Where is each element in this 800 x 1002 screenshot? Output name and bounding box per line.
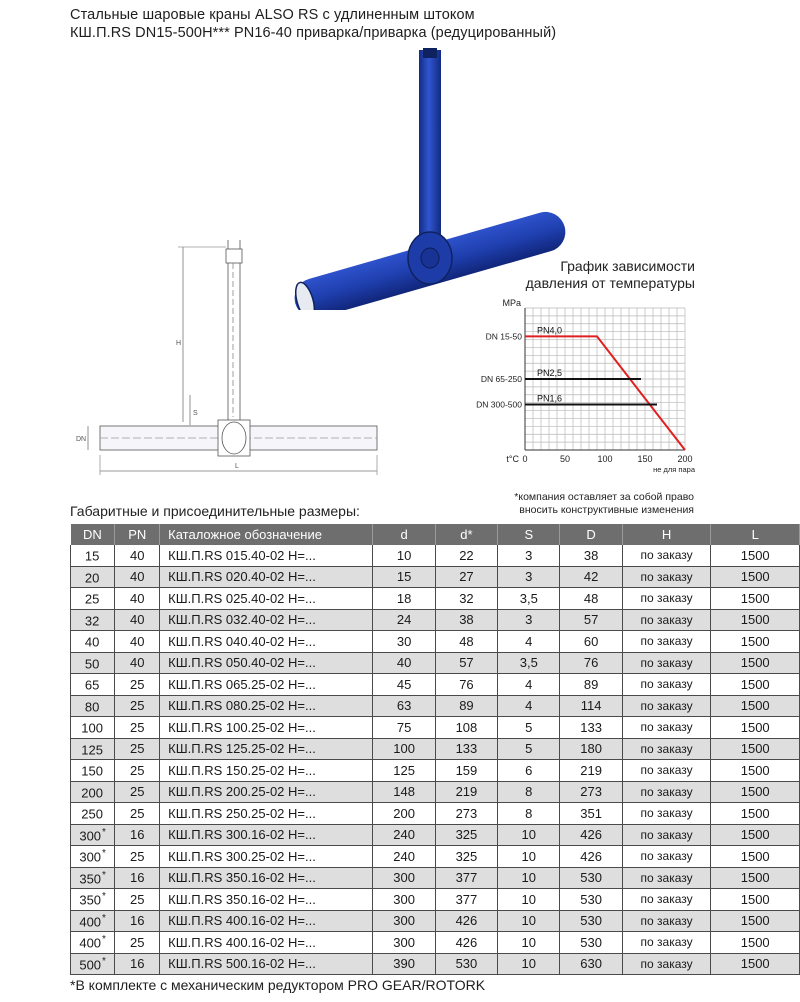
cell-d-star: 273: [435, 803, 497, 825]
cell-d-star: 22: [435, 545, 497, 566]
table-row: [71, 760, 800, 782]
x-tick-label: 50: [559, 454, 571, 464]
cell-dn: [71, 781, 115, 803]
cell-s: 5: [498, 738, 560, 760]
cell-catalog: КШ.П.RS 025.40-02 H=...: [160, 588, 373, 610]
header-l: L: [711, 524, 800, 545]
cell-pn: 16: [115, 824, 160, 846]
cell-dn: [71, 846, 115, 868]
dn-value: 300: [79, 849, 102, 865]
cell-h: по заказу: [622, 910, 711, 932]
cell-outer-d: 76: [560, 652, 622, 674]
cell-catalog: КШ.П.RS 040.40-02 H=...: [160, 631, 373, 653]
cell-pn: 40: [115, 609, 160, 631]
title-line-2: КШ.П.RS DN15-500H*** PN16-40 приварка/приварка (редуцированный): [70, 25, 557, 41]
cell-h: по заказу: [622, 631, 711, 653]
cell-catalog: КШ.П.RS 500.16-02 H=...: [160, 953, 373, 975]
cell-s: 10: [498, 953, 560, 975]
cell-outer-d: 530: [560, 867, 622, 889]
cell-outer-d: 426: [560, 846, 622, 868]
cell-l: 1500: [711, 738, 800, 760]
table-row: [71, 932, 800, 954]
cell-catalog: КШ.П.RS 350.16-02 H=...: [160, 867, 373, 889]
cell-d: 125: [373, 760, 435, 782]
cell-outer-d: 219: [560, 760, 622, 782]
x-tick-label: 150: [637, 454, 653, 464]
cell-d-star: 27: [435, 566, 497, 588]
cell-l: 1500: [711, 652, 800, 674]
cell-outer-d: 273: [560, 781, 622, 803]
cell-outer-d: 133: [560, 717, 622, 739]
cell-h: по заказу: [622, 695, 711, 717]
cell-h: по заказу: [622, 932, 711, 954]
cell-l: 1500: [711, 674, 800, 696]
cell-h: по заказу: [622, 588, 711, 610]
cell-l: 1500: [711, 609, 800, 631]
cell-catalog: КШ.П.RS 250.25-02 H=...: [160, 803, 373, 825]
cell-dn: [71, 695, 115, 717]
cell-catalog: КШ.П.RS 300.25-02 H=...: [160, 846, 373, 868]
x-tick-label: 0: [522, 454, 528, 464]
cell-dn: [71, 545, 115, 566]
cell-h: по заказу: [622, 609, 711, 631]
dn-value: 80: [84, 698, 100, 714]
header-s: S: [498, 524, 560, 545]
table-row: [71, 781, 800, 803]
cell-d: 63: [373, 695, 435, 717]
cell-d: 18: [373, 588, 435, 610]
cell-catalog: КШ.П.RS 350.16-02 H=...: [160, 889, 373, 911]
cell-d: 40: [373, 652, 435, 674]
cell-d-star: 530: [435, 953, 497, 975]
cell-s: 3: [498, 545, 560, 566]
cell-outer-d: 530: [560, 932, 622, 954]
reducer-star: *: [102, 891, 106, 903]
cell-d: 45: [373, 674, 435, 696]
cell-d: 240: [373, 824, 435, 846]
cell-h: по заказу: [622, 566, 711, 588]
dimensions-table: [70, 524, 800, 975]
cell-catalog: КШ.П.RS 150.25-02 H=...: [160, 760, 373, 782]
cell-pn: 25: [115, 738, 160, 760]
y-level-label: DN 300-500: [476, 399, 522, 410]
cell-d-star: 38: [435, 609, 497, 631]
cell-l: 1500: [711, 867, 800, 889]
disclaimer-note: [480, 491, 694, 517]
cell-d-star: 426: [435, 910, 497, 932]
cell-d-star: 57: [435, 652, 497, 674]
cell-d-star: 48: [435, 631, 497, 653]
cell-h: по заказу: [622, 674, 711, 696]
cell-d-star: 325: [435, 824, 497, 846]
cell-catalog: КШ.П.RS 032.40-02 H=...: [160, 609, 373, 631]
table-row: [71, 910, 800, 932]
cell-d-star: 76: [435, 674, 497, 696]
table-row: [71, 588, 800, 610]
table-row: [71, 738, 800, 760]
cell-d-star: 89: [435, 695, 497, 717]
cell-d: 148: [373, 781, 435, 803]
cell-dn: [71, 652, 115, 674]
x-axis-note: не для пара: [653, 465, 695, 474]
header-pn: PN: [115, 524, 160, 545]
x-tick-label: 200: [677, 454, 693, 464]
dn-value: 50: [84, 655, 100, 671]
cell-dn: [71, 631, 115, 653]
cell-l: 1500: [711, 760, 800, 782]
cell-s: 10: [498, 910, 560, 932]
cell-s: 3: [498, 566, 560, 588]
cell-catalog: КШ.П.RS 015.40-02 H=...: [160, 545, 373, 566]
cell-s: 4: [498, 631, 560, 653]
cell-d-star: 325: [435, 846, 497, 868]
cell-s: 10: [498, 824, 560, 846]
cell-catalog: КШ.П.RS 300.16-02 H=...: [160, 824, 373, 846]
reducer-star: *: [102, 934, 106, 946]
cell-dn: [71, 867, 115, 889]
cell-s: 4: [498, 695, 560, 717]
cell-s: 10: [498, 932, 560, 954]
dimension-h-label: H: [176, 340, 182, 347]
dn-value: 100: [81, 720, 103, 736]
cell-d: 390: [373, 953, 435, 975]
cell-dn: [71, 674, 115, 696]
cell-s: 5: [498, 717, 560, 739]
cell-outer-d: 351: [560, 803, 622, 825]
table-row: [71, 545, 800, 566]
cell-outer-d: 48: [560, 588, 622, 610]
cell-d: 10: [373, 545, 435, 566]
reducer-star: *: [102, 912, 106, 924]
cell-l: 1500: [711, 695, 800, 717]
cell-dn: [71, 738, 115, 760]
cell-pn: 40: [115, 545, 160, 566]
cell-l: 1500: [711, 566, 800, 588]
cell-outer-d: 114: [560, 695, 622, 717]
cell-dn: [71, 910, 115, 932]
cell-dn: [71, 953, 115, 975]
footer-note: *В комплекте с механическим редуктором PRO GEAR/ROTORK: [70, 977, 486, 993]
header-catalog: Каталожное обозначение: [160, 524, 373, 545]
cell-pn: 25: [115, 846, 160, 868]
dn-value: 250: [81, 806, 103, 822]
x-tick-label: 100: [597, 454, 613, 464]
cell-pn: 16: [115, 910, 160, 932]
cell-d: 300: [373, 910, 435, 932]
cell-s: 3: [498, 609, 560, 631]
y-axis-label: MPa: [502, 298, 521, 308]
cell-h: по заказу: [622, 824, 711, 846]
note-line-1: *компания оставляет за собой право: [514, 491, 694, 503]
x-axis-label: t°C: [506, 454, 519, 464]
cell-d-star: 377: [435, 889, 497, 911]
cell-d: 24: [373, 609, 435, 631]
dn-value: 150: [81, 763, 103, 779]
cell-outer-d: 426: [560, 824, 622, 846]
cell-outer-d: 89: [560, 674, 622, 696]
cell-d: 15: [373, 566, 435, 588]
table-row: [71, 652, 800, 674]
cell-s: 3,5: [498, 588, 560, 610]
cell-l: 1500: [711, 545, 800, 566]
cell-s: 10: [498, 889, 560, 911]
cell-pn: 25: [115, 803, 160, 825]
cell-dn: [71, 824, 115, 846]
cell-outer-d: 57: [560, 609, 622, 631]
cell-catalog: КШ.П.RS 125.25-02 H=...: [160, 738, 373, 760]
cell-d: 100: [373, 738, 435, 760]
cell-pn: 25: [115, 717, 160, 739]
cell-outer-d: 530: [560, 889, 622, 911]
dn-value: 65: [84, 677, 100, 693]
table-title: Габаритные и присоединительные размеры:: [70, 503, 360, 519]
cell-s: 8: [498, 803, 560, 825]
dn-value: 40: [84, 634, 100, 650]
cell-pn: 40: [115, 631, 160, 653]
cell-h: по заказу: [622, 781, 711, 803]
cell-l: 1500: [711, 846, 800, 868]
series-label: PN2,5: [537, 368, 563, 378]
cell-pn: 40: [115, 566, 160, 588]
header-outer-d: D: [560, 524, 622, 545]
cell-s: 8: [498, 781, 560, 803]
pressure-temperature-chart: [445, 292, 700, 482]
table-row: [71, 674, 800, 696]
cell-pn: 25: [115, 695, 160, 717]
cell-h: по заказу: [622, 738, 711, 760]
cell-dn: [71, 803, 115, 825]
cell-h: по заказу: [622, 953, 711, 975]
table-row: [71, 803, 800, 825]
cell-h: по заказу: [622, 846, 711, 868]
series-label: PN4,0: [537, 325, 563, 336]
table-row: [71, 867, 800, 889]
cell-d-star: 219: [435, 781, 497, 803]
cell-dn: [71, 588, 115, 610]
cell-dn: [71, 760, 115, 782]
cell-d: 300: [373, 867, 435, 889]
dn-value: 20: [84, 569, 100, 585]
dn-value: 400: [79, 935, 102, 951]
cell-outer-d: 530: [560, 910, 622, 932]
cell-pn: 25: [115, 889, 160, 911]
table-row: [71, 631, 800, 653]
cell-h: по заказу: [622, 652, 711, 674]
dn-value: 500: [79, 956, 102, 972]
cell-catalog: КШ.П.RS 065.25-02 H=...: [160, 674, 373, 696]
cell-d: 300: [373, 932, 435, 954]
table-row: [71, 889, 800, 911]
cell-dn: [71, 932, 115, 954]
cell-d-star: 133: [435, 738, 497, 760]
cell-l: 1500: [711, 953, 800, 975]
dn-value: 125: [81, 741, 103, 757]
cell-dn: [71, 566, 115, 588]
table-row: [71, 695, 800, 717]
dn-value: 300: [79, 827, 102, 843]
cell-dn: [71, 889, 115, 911]
dimension-l-label: L: [235, 463, 239, 470]
dimension-s-label: S: [193, 410, 198, 417]
cell-l: 1500: [711, 781, 800, 803]
reducer-star: *: [102, 826, 106, 838]
cell-d-star: 108: [435, 717, 497, 739]
chart-title: [500, 258, 695, 292]
cell-catalog: КШ.П.RS 100.25-02 H=...: [160, 717, 373, 739]
cell-l: 1500: [711, 910, 800, 932]
cell-pn: 16: [115, 867, 160, 889]
cell-h: по заказу: [622, 803, 711, 825]
page-title: [70, 6, 556, 42]
cell-l: 1500: [711, 803, 800, 825]
cell-s: 3,5: [498, 652, 560, 674]
cell-l: 1500: [711, 588, 800, 610]
header-d-star: d*: [435, 524, 497, 545]
cell-dn: [71, 609, 115, 631]
dn-value: 15: [84, 548, 100, 564]
cell-h: по заказу: [622, 717, 711, 739]
header-d: d: [373, 524, 435, 545]
dn-value: 25: [84, 591, 100, 607]
cell-l: 1500: [711, 631, 800, 653]
note-line-2: вносить конструктивные изменения: [519, 504, 694, 516]
cell-dn: [71, 717, 115, 739]
cell-h: по заказу: [622, 760, 711, 782]
chart-title-line-2: давления от температуры: [525, 275, 695, 291]
cell-outer-d: 60: [560, 631, 622, 653]
table-row: [71, 566, 800, 588]
cell-d: 30: [373, 631, 435, 653]
series-label: PN1,6: [537, 393, 563, 404]
cell-d: 75: [373, 717, 435, 739]
cell-catalog: КШ.П.RS 200.25-02 H=...: [160, 781, 373, 803]
cell-s: 10: [498, 846, 560, 868]
cell-outer-d: 630: [560, 953, 622, 975]
cell-pn: 40: [115, 652, 160, 674]
table-row: [71, 717, 800, 739]
table-header-row: [71, 524, 800, 545]
cell-h: по заказу: [622, 889, 711, 911]
cell-catalog: КШ.П.RS 400.16-02 H=...: [160, 932, 373, 954]
cell-catalog: КШ.П.RS 400.16-02 H=...: [160, 910, 373, 932]
title-line-1: Стальные шаровые краны ALSO RS с удлиненным штоком: [70, 7, 475, 23]
cell-pn: 40: [115, 588, 160, 610]
chart-title-line-1: График зависимости: [560, 258, 695, 274]
cell-catalog: КШ.П.RS 080.25-02 H=...: [160, 695, 373, 717]
dn-value: 350: [79, 870, 102, 886]
table-row: [71, 824, 800, 846]
cell-s: 4: [498, 674, 560, 696]
cell-pn: 25: [115, 674, 160, 696]
cell-catalog: КШ.П.RS 020.40-02 H=...: [160, 566, 373, 588]
cell-d-star: 32: [435, 588, 497, 610]
dn-value: 32: [84, 612, 100, 628]
y-level-label: DN 15-50: [485, 331, 522, 342]
cell-h: по заказу: [622, 867, 711, 889]
header-dn: DN: [71, 524, 115, 545]
dn-value: 350: [79, 892, 102, 908]
y-level-label: DN 65-250: [480, 374, 522, 384]
cell-d-star: 426: [435, 932, 497, 954]
table-row: [71, 846, 800, 868]
cell-pn: 16: [115, 953, 160, 975]
cell-s: 10: [498, 867, 560, 889]
cell-d: 300: [373, 889, 435, 911]
cell-l: 1500: [711, 824, 800, 846]
table-row: [71, 609, 800, 631]
cell-l: 1500: [711, 932, 800, 954]
cell-d-star: 159: [435, 760, 497, 782]
cell-l: 1500: [711, 717, 800, 739]
reducer-star: *: [102, 955, 106, 967]
dn-value: 200: [81, 784, 103, 800]
cell-outer-d: 180: [560, 738, 622, 760]
cell-pn: 25: [115, 781, 160, 803]
cell-pn: 25: [115, 932, 160, 954]
header-h: H: [622, 524, 711, 545]
cell-s: 6: [498, 760, 560, 782]
cell-l: 1500: [711, 889, 800, 911]
cell-d: 200: [373, 803, 435, 825]
table-row: [71, 953, 800, 975]
cell-outer-d: 38: [560, 545, 622, 566]
cell-catalog: КШ.П.RS 050.40-02 H=...: [160, 652, 373, 674]
cell-d: 240: [373, 846, 435, 868]
reducer-star: *: [102, 848, 106, 860]
dn-value: 400: [79, 913, 102, 929]
cell-h: по заказу: [622, 545, 711, 566]
cell-d-star: 377: [435, 867, 497, 889]
dimension-dn-label: DN: [76, 436, 87, 443]
cell-outer-d: 42: [560, 566, 622, 588]
cell-pn: 25: [115, 760, 160, 782]
reducer-star: *: [102, 869, 106, 881]
